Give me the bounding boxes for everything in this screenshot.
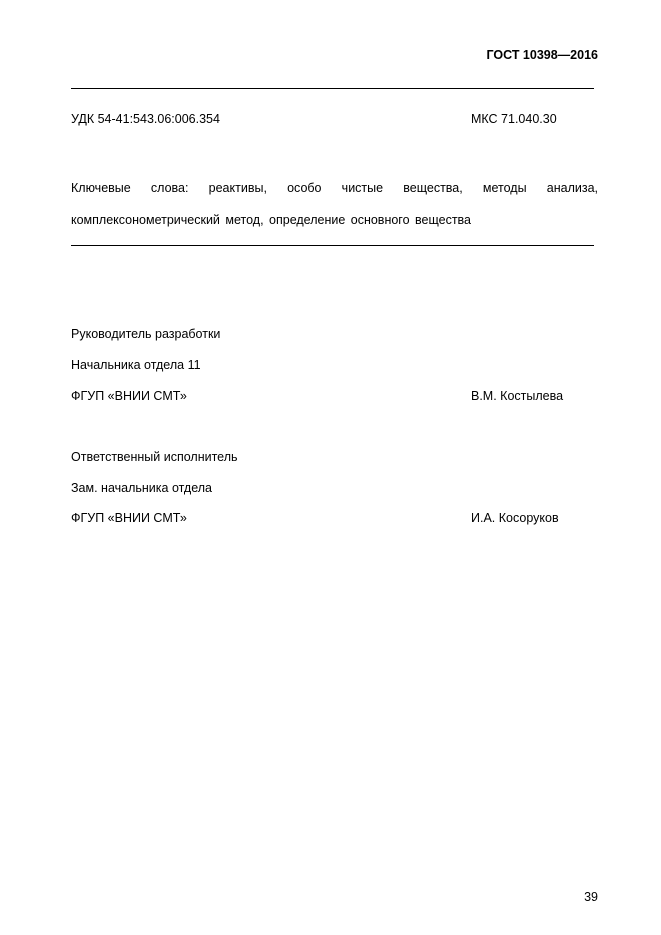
bottom-rule [71,245,594,246]
keywords-paragraph: Ключевые слова: реактивы, особо чистые вещества, методы анализа, комплексонометрический метод, определение основного вещества [71,181,598,227]
signature-role: Руководитель разработки [71,327,221,341]
signature-organization: ФГУП «ВНИИ СМТ» [71,389,187,403]
mks-code: МКС 71.040.30 [471,112,557,126]
document-code: ГОСТ 10398—2016 [486,48,598,62]
signature-position: Зам. начальника отдела [71,481,213,495]
page-number: 39 [584,890,598,904]
udk-code: УДК 54-41:543.06:006.354 [71,112,220,126]
signature-position: Начальника отдела 11 [71,358,201,372]
signature-name: В.М. Костылева [471,389,564,403]
signature-role: Ответственный исполнитель [71,450,238,464]
top-rule [71,88,594,89]
signature-organization: ФГУП «ВНИИ СМТ» [71,511,187,525]
signature-name: И.А. Косоруков [471,511,559,525]
